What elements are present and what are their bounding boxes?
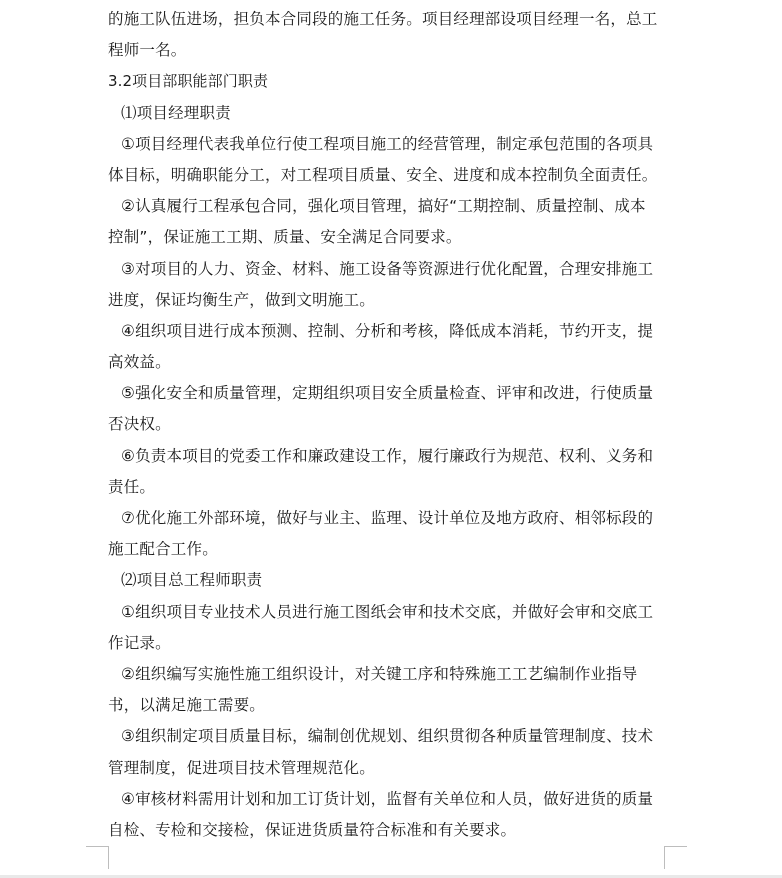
paragraph-line: 进度，保证均衡生产，做到文明施工。 <box>108 290 375 309</box>
paragraph-line: 施工配合工作。 <box>108 540 218 559</box>
paragraph-line: ②组织编写实施性施工组织设计，对关键工序和特殊施工工艺编制作业指导 <box>121 664 638 683</box>
paragraph-line: ①项目经理代表我单位行使工程项目施工的经营管理，制定承包范围的各项具 <box>121 134 654 153</box>
paragraph-line: ⑤强化安全和质量管理，定期组织项目安全质量检查、评审和改进，行使质量 <box>121 384 654 403</box>
paragraph-line: 管理制度，促进项目技术管理规范化。 <box>108 758 375 777</box>
paragraph-line: ③对项目的人力、资金、材料、施工设备等资源进行优化配置，合理安排施工 <box>121 259 654 278</box>
paragraph-line: ⑥负责本项目的党委工作和廉政建设工作，履行廉政行为规范、权利、义务和 <box>121 446 654 465</box>
paragraph-line: 高效益。 <box>108 353 171 372</box>
section-heading: 3.2项目部职能部门职责 <box>108 72 269 91</box>
subsection-heading: ⑵项目总工程师职责 <box>121 571 263 590</box>
paragraph-line: ③组织制定项目质量目标，编制创优规划、组织贯彻各种质量管理制度、技术 <box>121 727 654 746</box>
paragraph-line: 责任。 <box>108 477 156 496</box>
paragraph-line: 体目标，明确职能分工，对工程项目质量、安全、进度和成本控制负全面责任。 <box>108 165 658 184</box>
paragraph-line: 程师一名。 <box>108 41 187 60</box>
paragraph-line: 控制”，保证施工工期、质量、安全满足合同要求。 <box>108 228 462 247</box>
paragraph-line: 作记录。 <box>108 633 171 652</box>
paragraph-line: ⑦优化施工外部环境，做好与业主、监理、设计单位及地方政府、相邻标段的 <box>121 509 654 527</box>
paragraph-line: ④组织项目进行成本预测、控制、分析和考核，降低成本消耗，节约开支，提 <box>121 321 654 340</box>
paragraph-line: 书，以满足施工需要。 <box>108 696 266 715</box>
paragraph-line: 的施工队伍进场，担负本合同段的施工任务。项目经理部设项目经理一名，总工 <box>108 10 658 28</box>
subsection-heading: ⑴项目经理职责 <box>121 103 231 122</box>
paragraph-line: ②认真履行工程承包合同，强化项目管理，搞好“工期控制、质量控制、成本 <box>121 197 646 216</box>
page-margin-corner-right <box>664 846 687 869</box>
paragraph-line: ④审核材料需用计划和加工订货计划，监督有关单位和人员，做好进货的质量 <box>121 789 654 808</box>
page-margin-corner-left <box>86 846 109 869</box>
paragraph-line: ①组织项目专业技术人员进行施工图纸会审和技术交底，并做好会审和交底工 <box>121 602 654 621</box>
document-body <box>108 4 668 846</box>
paragraph-line: 自检、专检和交接检，保证进货质量符合标准和有关要求。 <box>108 820 517 839</box>
paragraph-line: 否决权。 <box>108 415 171 434</box>
